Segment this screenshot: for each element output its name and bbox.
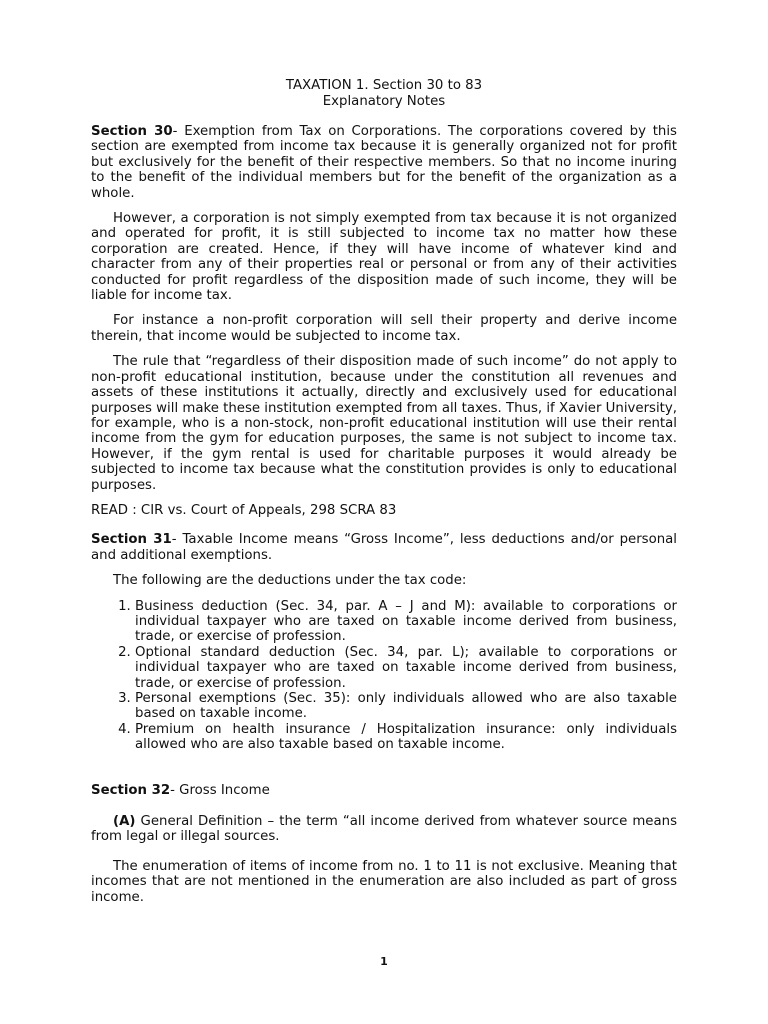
- section-31-intro: [91, 532, 677, 563]
- document-subtitle: Explanatory Notes: [322, 94, 446, 109]
- document-page: [91, 78, 677, 915]
- section-30-label: Section 30: [91, 124, 173, 139]
- deduction-item-3: 3. Personal exemptions (Sec. 35): only individuals allowed who are also taxable based on taxable income.: [135, 691, 677, 722]
- document-title: TAXATION 1. Section 30 to 83: [285, 78, 483, 93]
- section-32-sub-label: (A): [113, 814, 136, 830]
- section-32-sub-text: General Definition – the term “all income derived from whatever source means from legal or illegal sources.: [91, 814, 677, 845]
- section-30-separator: -: [172, 124, 185, 139]
- section-30-intro: [91, 124, 677, 201]
- deduction-item-1: 1. Business deduction (Sec. 34, par. A – J and M): available to corporations or individual taxpayer who are taxed on taxable income derived from business, trade, or exercise of profession.: [135, 599, 677, 645]
- section-30-paragraph-4: The rule that “regardless of their disposition made of such income” do not apply to non-profit educational institution, because under the constitution all revenues and assets of these institutions it actually, directly and exclusively used for educational purposes will make these institution exempted from all taxes. Thus, if Xavier University, for example, who is a non-stock, non-profit educational institution will use their rental income from the gym for education purposes, the same is not subject to income tax. However, if the gym rental is used for charitable purposes it would already be subjected to income tax because what the constitution provides is only to educational purposes.: [91, 354, 677, 493]
- section-31-label: Section 31: [91, 532, 172, 548]
- deduction-item-4: 4. Premium on health insurance / Hospitalization insurance: only individuals allowed who are also taxable based on taxable income.: [135, 722, 677, 753]
- deduction-item-2: 2. Optional standard deduction (Sec. 34, par. L); available to corporations or individual taxpayer who are taxed on taxable income derived from business, trade, or exercise of profession.: [135, 645, 677, 691]
- page-number: 1: [380, 955, 388, 968]
- section-31-text: Taxable Income means “Gross Income”, less deductions and/or personal and additional exemptions.: [91, 532, 677, 563]
- section-32-label: Section 32: [91, 782, 171, 798]
- section-32-paragraph-2: The enumeration of items of income from no. 1 to 11 is not exclusive. Meaning that incomes that are not mentioned in the enumeration are also included as part of gross income.: [91, 858, 677, 905]
- deductions-intro: The following are the deductions under the tax code:: [113, 573, 467, 589]
- section-32-intro: [91, 783, 677, 798]
- section-30-text: Exemption from Tax on Corporations. The corporations covered by this section are exempted from income tax because it is generally organized not for profit but exclusively for the benefit of their respective members. So that no income inuring to the benefit of the individual members but for the benefit of the organization as a whole.: [91, 124, 677, 201]
- section-30-read-reference: READ : CIR vs. Court of Appeals, 298 SCRA 83: [91, 502, 397, 518]
- section-32-general-definition: [91, 814, 677, 845]
- section-31-separator: -: [171, 532, 183, 548]
- section-30-paragraph-2: However, a corporation is not simply exempted from tax because it is not organized and operated for profit, it is still subjected to income tax no matter how these corporation are created. Hence, if they will have income of whatever kind and character from any of their properties real or personal or from any of their activities conducted for profit regardless of the disposition made of such income, they will be liable for income tax.: [91, 211, 677, 304]
- section-30-paragraph-3: For instance a non-profit corporation will sell their property and derive income therein, that income would be subjected to income tax.: [91, 313, 677, 344]
- section-32-text: Gross Income: [179, 782, 270, 798]
- document-header: [91, 78, 677, 110]
- section-32-separator: -: [170, 782, 180, 798]
- deductions-list: [91, 599, 677, 753]
